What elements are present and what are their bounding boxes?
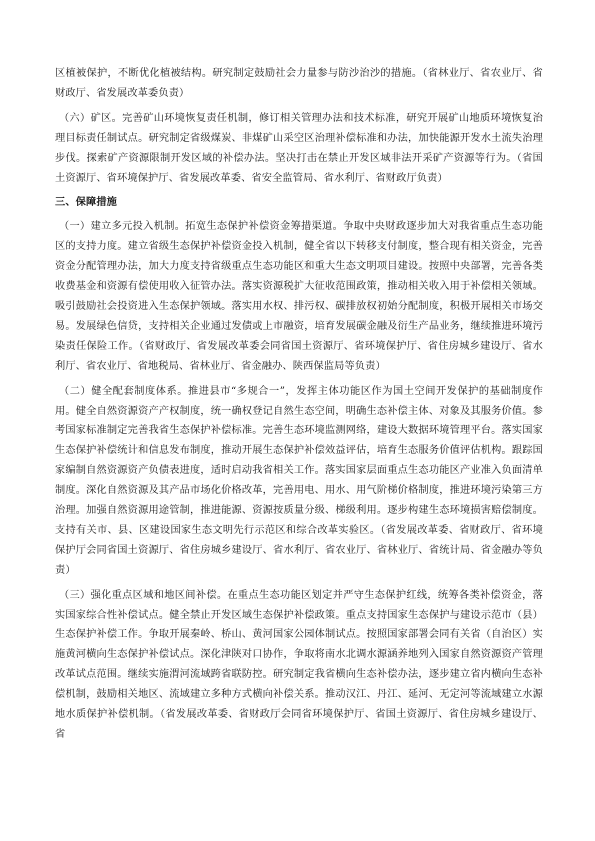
paragraph-supporting-system: （二）健全配套制度体系。推进县市“多规合一”，发挥主体功能区作为国土空间开发保护的基础制度作用。健全自然资源资产产权制度，统一确权登记自然生态空间，明确生态补偿主体、对象及其服务价值。参考国家标准制定完善我省生态保护补偿标准。完善生态环境监测网络，建设大数据环境管理平台。落实国家生态保护补偿统计和信息发布制度，推动开展生态保护补偿效益评估，培育生态服务价值评估机构。跟踪国家编制自然资源资产负债表进度，适时启动我省相关工作。落实国家层面重点生态功能区产业准入负面清单制度。深化自然资源及其产品市场化价格改革，完善用电、用水、用气阶梯价格制度，推进环境污染第三方治理。加强自然资源用途管制，推进能源、资源按质量分级、梯级利用。逐步构建生态环境损害赔偿制度。支持有关市、县、区建设国家生态文明先行示范区和综合改革实验区。（省发展改革委、省财政厅、省环境保护厅会同省国土资源厅、省住房城乡建设厅、省水利厅、省农业厅、省林业厅、省统计局、省金融办等负责） (55, 385, 543, 576)
section-heading-safeguards: 三、保障措施 (55, 197, 118, 209)
paragraph-regional-compensation: （三）强化重点区域和地区间补偿。在重点生态功能区划定并严守生态保护红线，统筹各类补偿资金，落实国家综合性补偿试点。健全禁止开发区域生态保护补偿政策。重点支持国家生态保护与建设示范市（县）生态保护补偿工作。争取开展秦岭、桥山、黄河国家公园体制试点。按照国家部署会同有关省（自治区）实施黄河横向生态保护补偿试点。深化津陕对口协作，争取将南水北调水源涵养地列入国家自然资源资产管理改革试点范围。继续实施渭河流域跨省联防控。研究制定我省横向生态补偿办法，逐步建立省内横向生态补偿机制，鼓励相关地区、流域建立多种方式横向补偿关系。推动汉江、丹江、延河、无定河等流域建立水源地水质保护补偿机制。（省发展改革委、省财政厅会同省环境保护厅、省国土资源厅、省住房城乡建设厅、省 (55, 589, 543, 740)
document-page (55, 64, 543, 750)
paragraph-mining-area: （六）矿区。完善矿山环境恢复责任机制，修订相关管理办法和技术标准，研究开展矿山地质环境恢复治理目标责任制试点。研究制定省级煤炭、非煤矿山采空区治理补偿标准和办法，加快能源开发水土流失治理步伐。探索矿产资源限制开发区域的补偿办法。坚决打击在禁止开发区域非法开采矿产资源等行为。（省国土资源厅、省环境保护厅、省发展改革委、省安全监管局、省水利厅、省财政厅负责） (55, 112, 543, 184)
paragraph-investment-mechanism: （一）建立多元投入机制。拓宽生态保护补偿资金筹措渠道。争取中央财政逐步加大对我省重点生态功能区的支持力度。建立省级生态保护补偿资金投入机制，健全省以下转移支付制度，整合现有相关资金，完善资金分配管理办法，加大力度支持省级重点生态功能区和重大生态文明项目建设。按照中央部署，完善各类收费基金和资源有偿使用收入征管办法。落实资源税扩大征收范围政策，推动相关收入用于补偿相关领域。吸引鼓励社会投资进入生态保护领域。落实用水权、排污权、碳排放权初始分配制度，积极开展相关市场交易。发展绿色信贷，支持相关企业通过发债或上市融资，培育发展碳金融及衍生产品业务，继续推进环境污染责任保险工作。（省财政厅、省发展改革委会同省国土资源厅、省环境保护厅、省住房城乡建设厅、省水利厅、省农业厅、省地税局、省林业厅、省金融办、陕西保监局等负责） (55, 221, 543, 372)
paragraph-desert-control: 区植被保护，不断优化植被结构。研究制定鼓励社会力量参与防沙治沙的措施。（省林业厅、省农业厅、省财政厅、省发展改革委负责） (55, 68, 543, 99)
